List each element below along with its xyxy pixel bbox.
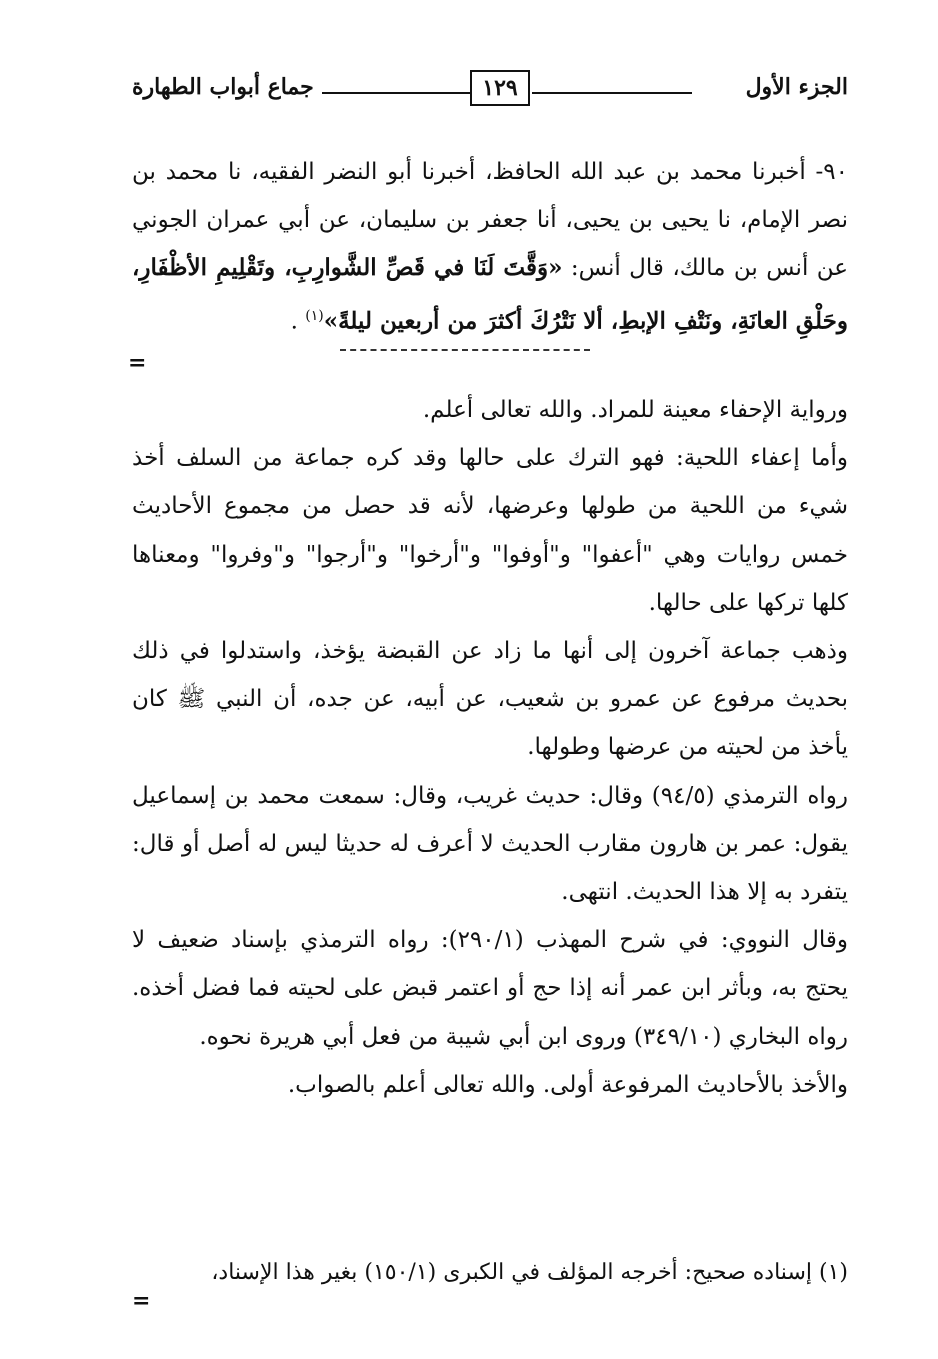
commentary-paragraph: رواه الترمذي (٩٤/٥) وقال: حديث غريب، وقال: سمعت محمد بن إسماعيل يقول: عمر بن هارون مقارب الحديث لا أعرف له حديثا ليس له أصل أو قال: يتفرد به إلا هذا الحديث. انتهى. bbox=[132, 782, 848, 906]
footnote-text: (١) إسناده صحيح: أخرجه المؤلف في الكبرى (١٥٠/١) بغير هذا الإسناد، bbox=[211, 1260, 848, 1285]
hadith-end: . bbox=[290, 308, 306, 335]
section-separator-mark: = bbox=[128, 350, 147, 376]
commentary-paragraph: والأخذ بالأحاديث المرفوعة أولى. والله تعالى أعلم بالصواب. bbox=[287, 1071, 848, 1098]
page-header bbox=[132, 70, 848, 110]
commentary-paragraph: وأما إعفاء اللحية: فهو الترك على حالها وقد كره جماعة من السلف أخذ شيء من اللحية من طولها وعرضها، لأنه قد حصل من مجموع الأحاديث خمس روايات وهي "أعفوا" و"أوفوا" و"أرخوا" و"أرجوا" و"وفروا" ومعناها كلها تركها على حالها. bbox=[132, 445, 848, 616]
commentary-paragraph: وقال النووي: في شرح المهذب (٢٩٠/١): رواه الترمذي بإسناد ضعيف لا يحتج به، وبأثر ابن عمر أنه إذا حج أو اعتمر قبض على لحيته فما فضل أخذه. رواه البخاري (٣٤٩/١٠) وروى ابن أبي شيبة من فعل أبي هريرة نحوه. bbox=[132, 927, 848, 1050]
header-rule-right bbox=[532, 92, 692, 94]
commentary-paragraph: ورواية الإحفاء معينة للمراد. والله تعالى أعلم. bbox=[422, 397, 848, 423]
chapter-title: جماع أبواب الطهارة bbox=[132, 74, 314, 100]
commentary-block bbox=[132, 386, 848, 1109]
hadith-block bbox=[132, 148, 848, 346]
footnote-continuation-mark: = bbox=[132, 1288, 151, 1314]
commentary-paragraph: وذهب جماعة آخرون إلى أنها ما زاد عن القبضة يؤخذ، واستدلوا في ذلك بحديث مرفوع عن عمرو بن شعيب، عن أبيه، عن جده، أن النبي ﷺ كان يأخذ من لحيته من عرضها وطولها. bbox=[132, 638, 848, 761]
footnote-reference: (١) bbox=[305, 308, 324, 324]
volume-title: الجزء الأول bbox=[745, 74, 848, 100]
page-number: ١٢٩ bbox=[470, 70, 530, 106]
hadith-paragraph bbox=[132, 148, 848, 346]
hadith-matn: «وَقَّتَ لَنَا في قَصِّ الشَّوارِبِ، وتَقْلِيمِ الأظْفَارِ، وحَلْقِ العانَةِ، ونَتْفِ الإبطِ، ألا نَتْرُكَ أكثرَ من أربعين ليلةً» bbox=[132, 254, 848, 335]
dashed-underline bbox=[340, 349, 590, 351]
footnote-block bbox=[132, 1256, 848, 1290]
hadith-isnad: ٩٠- أخبرنا محمد بن عبد الله الحافظ، أخبرنا أبو النضر الفقيه، نا محمد بن نصر الإمام، نا يحيى بن يحيى، أنا جعفر بن سليمان، عن أبي عمران الجوني عن أنس بن مالك، قال أنس: bbox=[132, 159, 849, 281]
header-rule-left bbox=[322, 92, 470, 94]
